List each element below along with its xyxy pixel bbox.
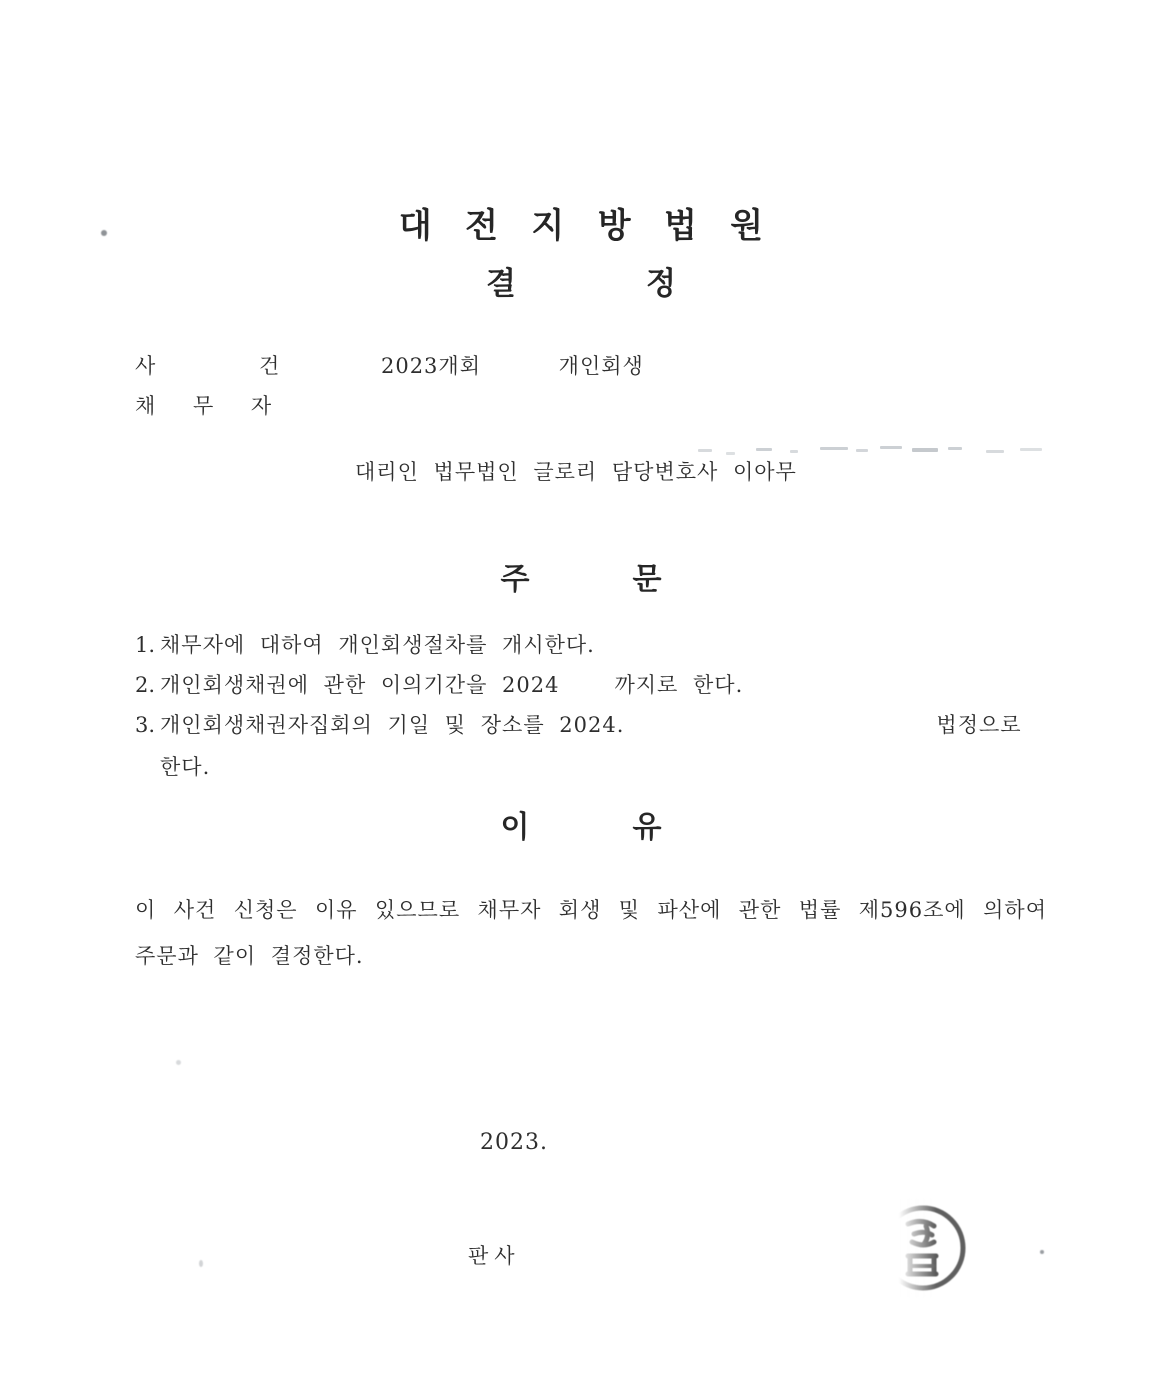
judge-label: 판사 — [468, 1244, 521, 1268]
scan-artifact-dash — [986, 450, 1004, 453]
decision-heading-char1: 결 — [486, 266, 516, 301]
reason-heading-char1: 이 — [500, 811, 530, 844]
order-heading — [0, 554, 1162, 598]
reason-heading-char2: 유 — [632, 811, 662, 844]
decision-heading-char2: 정 — [646, 266, 676, 301]
scan-artifact-dot — [1040, 1250, 1044, 1254]
order-item-2 — [135, 669, 743, 699]
scan-artifact-dash — [948, 447, 962, 450]
decision-date: 2023. — [480, 1130, 548, 1155]
reason-paragraph: 이 사건 신청은 이유 있으므로 채무자 회생 및 파산에 관한 법률 제596조에 의하여 주문과 같이 결정한다. — [135, 898, 1047, 968]
scan-artifact-dot — [199, 1260, 203, 1267]
scan-artifact-dash — [856, 449, 868, 452]
reason-heading — [0, 802, 1162, 846]
order-item-text: 한다. — [160, 755, 211, 779]
order-item-number: 1. — [135, 633, 156, 657]
debtor-label: 채 무 자 — [135, 394, 284, 418]
order-item-text: 채무자에 대하여 개인회생절차를 개시한다. — [160, 633, 595, 657]
scan-artifact-dash — [790, 450, 798, 453]
order-item-text: 개인회생채권자집회의 기일 및 장소를 2024. — [160, 713, 625, 737]
order-item-number: 2. — [135, 673, 156, 697]
order-item-1 — [135, 629, 595, 659]
case-label-char1: 사 — [135, 354, 157, 378]
scan-artifact-dash — [698, 449, 712, 452]
case-line — [135, 350, 644, 380]
case-number: 2023개회 — [380, 354, 481, 378]
scan-artifact-dash — [912, 448, 938, 452]
order-item-number: 3. — [135, 713, 156, 737]
scan-artifact-dash — [756, 448, 772, 451]
judge-seal-stamp — [878, 1202, 968, 1294]
order-item-text-tail: 법정으로 — [936, 713, 1022, 737]
case-type: 개인회생 — [558, 354, 644, 378]
order-item-text-tail: 까지로 한다. — [614, 673, 744, 697]
scan-artifact-dot — [101, 230, 107, 236]
scan-artifact-dash — [1020, 448, 1042, 451]
order-item-3 — [135, 709, 1022, 739]
case-label-char2: 건 — [258, 354, 281, 378]
scan-artifact-dash — [820, 447, 848, 450]
representative-line: 대리인 법무법인 글로리 담당변호사 이아무 — [355, 460, 797, 484]
order-item-3-continuation — [135, 751, 210, 781]
stamp-fade-overlay — [872, 1198, 936, 1298]
scan-artifact-dot — [176, 1060, 181, 1065]
order-heading-char2: 문 — [632, 563, 662, 596]
scan-artifact-dash — [880, 446, 902, 449]
order-item-text: 개인회생채권에 관한 이의기간을 2024 — [160, 673, 560, 697]
order-heading-char1: 주 — [500, 563, 530, 596]
decision-heading — [0, 258, 1162, 303]
court-name-title: 대 전 지 방 법 원 — [398, 207, 776, 245]
scan-artifact-dash — [726, 452, 735, 455]
